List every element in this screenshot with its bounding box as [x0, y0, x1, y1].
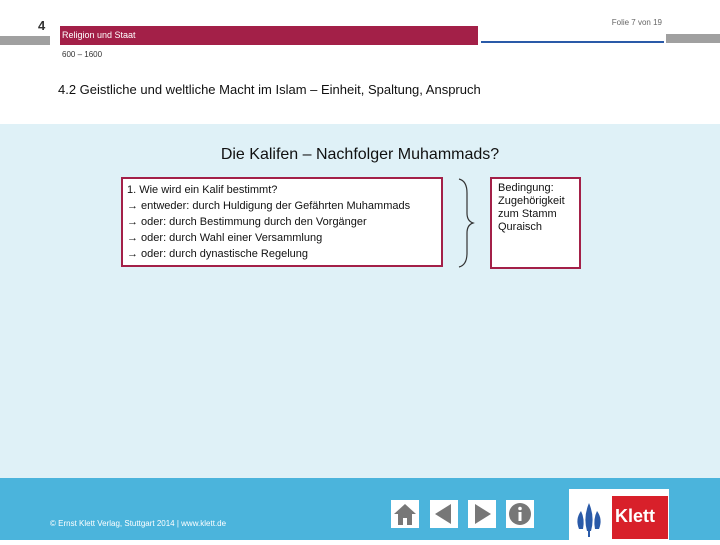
option-item: → entweder: durch Huldigung der Gefährten Muhammads: [127, 200, 411, 212]
back-button[interactable]: [430, 500, 458, 528]
klett-clover-icon: [569, 489, 609, 540]
condition-box: [490, 177, 581, 269]
right-header-bar: [666, 34, 720, 43]
banner-title: Religion und Staat: [62, 30, 136, 40]
back-arrow-icon: [430, 500, 458, 528]
option-item: → oder: durch Bestimmung durch den Vorgänger: [127, 216, 367, 228]
forward-button[interactable]: [468, 500, 496, 528]
left-header-bar: [0, 36, 50, 45]
klett-logo-red-block: [612, 496, 668, 539]
main-heading: Die Kalifen – Nachfolger Muhammads?: [220, 146, 500, 163]
content-area: [0, 124, 720, 478]
condition-line: zum Stamm: [498, 208, 557, 220]
klett-logo-text: Klett: [615, 506, 655, 526]
section-heading: 4.2 Geistliche und weltliche Macht im Islam – Einheit, Spaltung, Anspruch: [58, 82, 481, 97]
header-banner: [60, 26, 478, 45]
option-item: → oder: durch Wahl einer Versammlung: [127, 232, 323, 244]
question-box: [121, 177, 443, 267]
info-button[interactable]: [506, 500, 534, 528]
condition-line: Quraisch: [498, 221, 543, 233]
copyright-text: © Ernst Klett Verlag, Stuttgart 2014 | www.klett.de: [50, 519, 227, 528]
condition-line: Zugehörigkeit: [498, 195, 565, 207]
klett-logo: [569, 489, 669, 540]
period-label: 600 – 1600: [62, 50, 103, 59]
home-button[interactable]: [391, 500, 419, 528]
forward-arrow-icon: [468, 500, 496, 528]
curly-brace-icon: [455, 177, 477, 269]
option-item: → oder: durch dynastische Regelung: [127, 248, 308, 260]
chapter-number: 4: [38, 18, 46, 33]
question-text: 1. Wie wird ein Kalif bestimmt?: [127, 184, 278, 196]
header-blue-line: [481, 33, 664, 43]
slide-counter: Folie 7 von 19: [611, 18, 662, 27]
home-icon: [391, 500, 419, 528]
footer: [0, 478, 720, 540]
info-icon: [506, 500, 534, 528]
condition-title: Bedingung:: [498, 182, 554, 194]
